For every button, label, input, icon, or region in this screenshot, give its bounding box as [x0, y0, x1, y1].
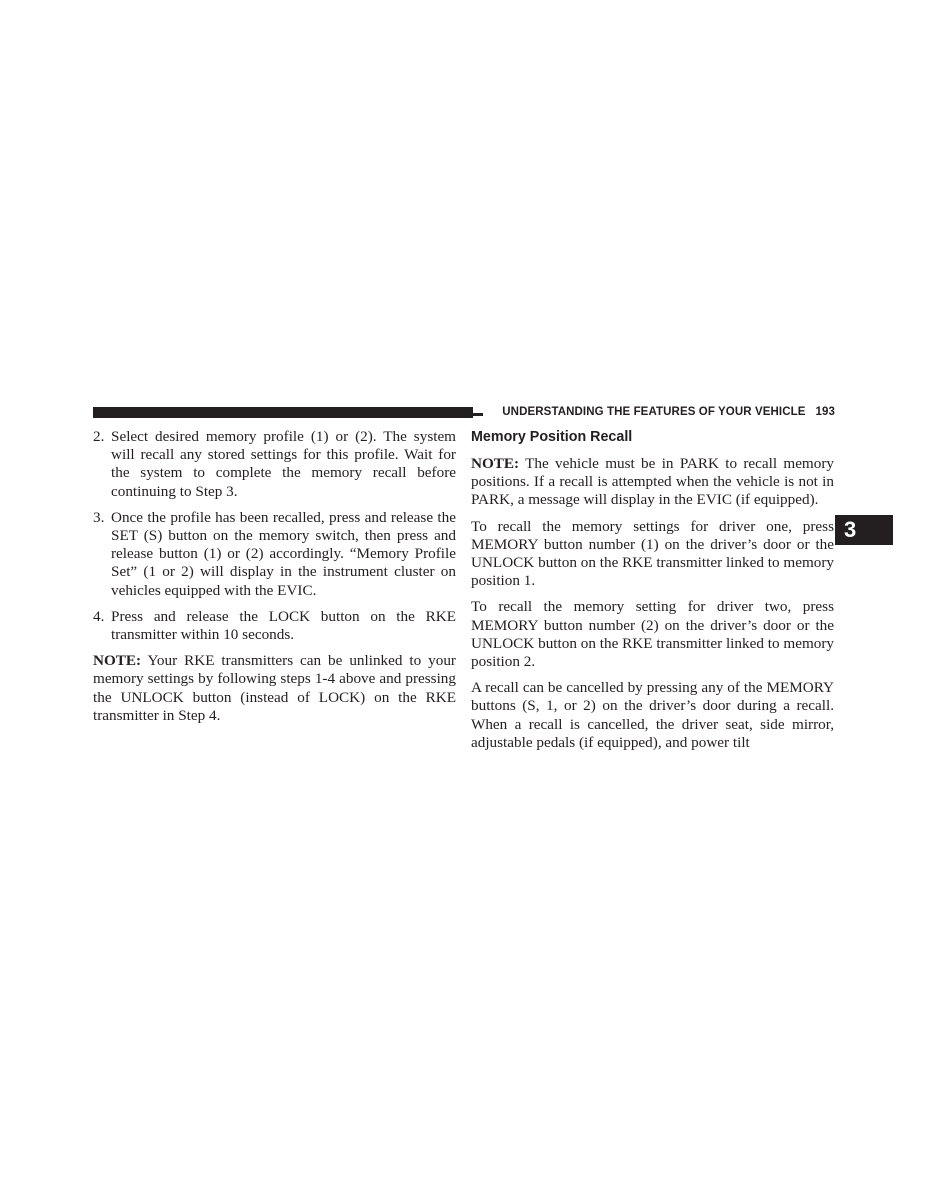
- note-label: NOTE:: [93, 652, 142, 670]
- page-number: 193: [815, 406, 835, 418]
- note-paragraph: [93, 652, 456, 725]
- step-item: [93, 509, 456, 600]
- note-paragraph: [471, 455, 834, 510]
- running-header: [483, 404, 835, 420]
- step-text: Press and release the LOCK button on the RKE transmitter within 10 seconds.: [111, 607, 456, 644]
- body-paragraph: A recall can be cancelled by pressing any of the MEMORY buttons (S, 1, or 2) on the driver’s door during a recall. When a recall is cancelled, the driver seat, side mirror, adjustable pedals (if equipped), and power tilt: [471, 679, 834, 751]
- step-item: [93, 428, 456, 501]
- note-text: Your RKE transmitters can be unlinked to your memory settings by following steps 1-4 above and pressing the UNLOCK button (instead of LOCK) on the RKE transmitter in Step 4.: [93, 652, 456, 724]
- left-column: [93, 428, 456, 733]
- body-paragraph: To recall the memory setting for driver two, press MEMORY button number (2) on the driver’s door or the UNLOCK button on the RKE transmitter linked to memory position 2.: [471, 598, 834, 671]
- note-text: The vehicle must be in PARK to recall memory positions. If a recall is attempted when the vehicle is not in PARK, a message will display in the EVIC (if equipped).: [471, 455, 834, 509]
- header-rule-bar: [93, 407, 473, 418]
- body-paragraph: To recall the memory settings for driver one, press MEMORY button number (1) on the driver’s door or the UNLOCK button on the RKE transmitter linked to memory position 1.: [471, 517, 834, 590]
- step-text: Once the profile has been recalled, press and release the SET (S) button on the memory switch, then press and release button (1) or (2) accordingly. “Memory Profile Set” (1 or 2) will display in the instrument cluster on vehicles equipped with the EVIC.: [111, 508, 456, 599]
- step-number: 4.: [93, 607, 105, 625]
- right-column: [471, 428, 834, 760]
- step-text: Select desired memory profile (1) or (2). The system will recall any stored settings for this profile. Wait for the system to complete the memory recall before continuing to Step 3.: [111, 428, 456, 500]
- step-number: 3.: [93, 508, 105, 526]
- step-item: [93, 608, 456, 644]
- section-heading: Memory Position Recall: [471, 429, 633, 445]
- running-title: UNDERSTANDING THE FEATURES OF YOUR VEHICLE: [502, 406, 806, 418]
- step-number: 2.: [93, 428, 105, 445]
- section-tab: 3: [835, 515, 893, 545]
- note-label: NOTE:: [471, 455, 520, 472]
